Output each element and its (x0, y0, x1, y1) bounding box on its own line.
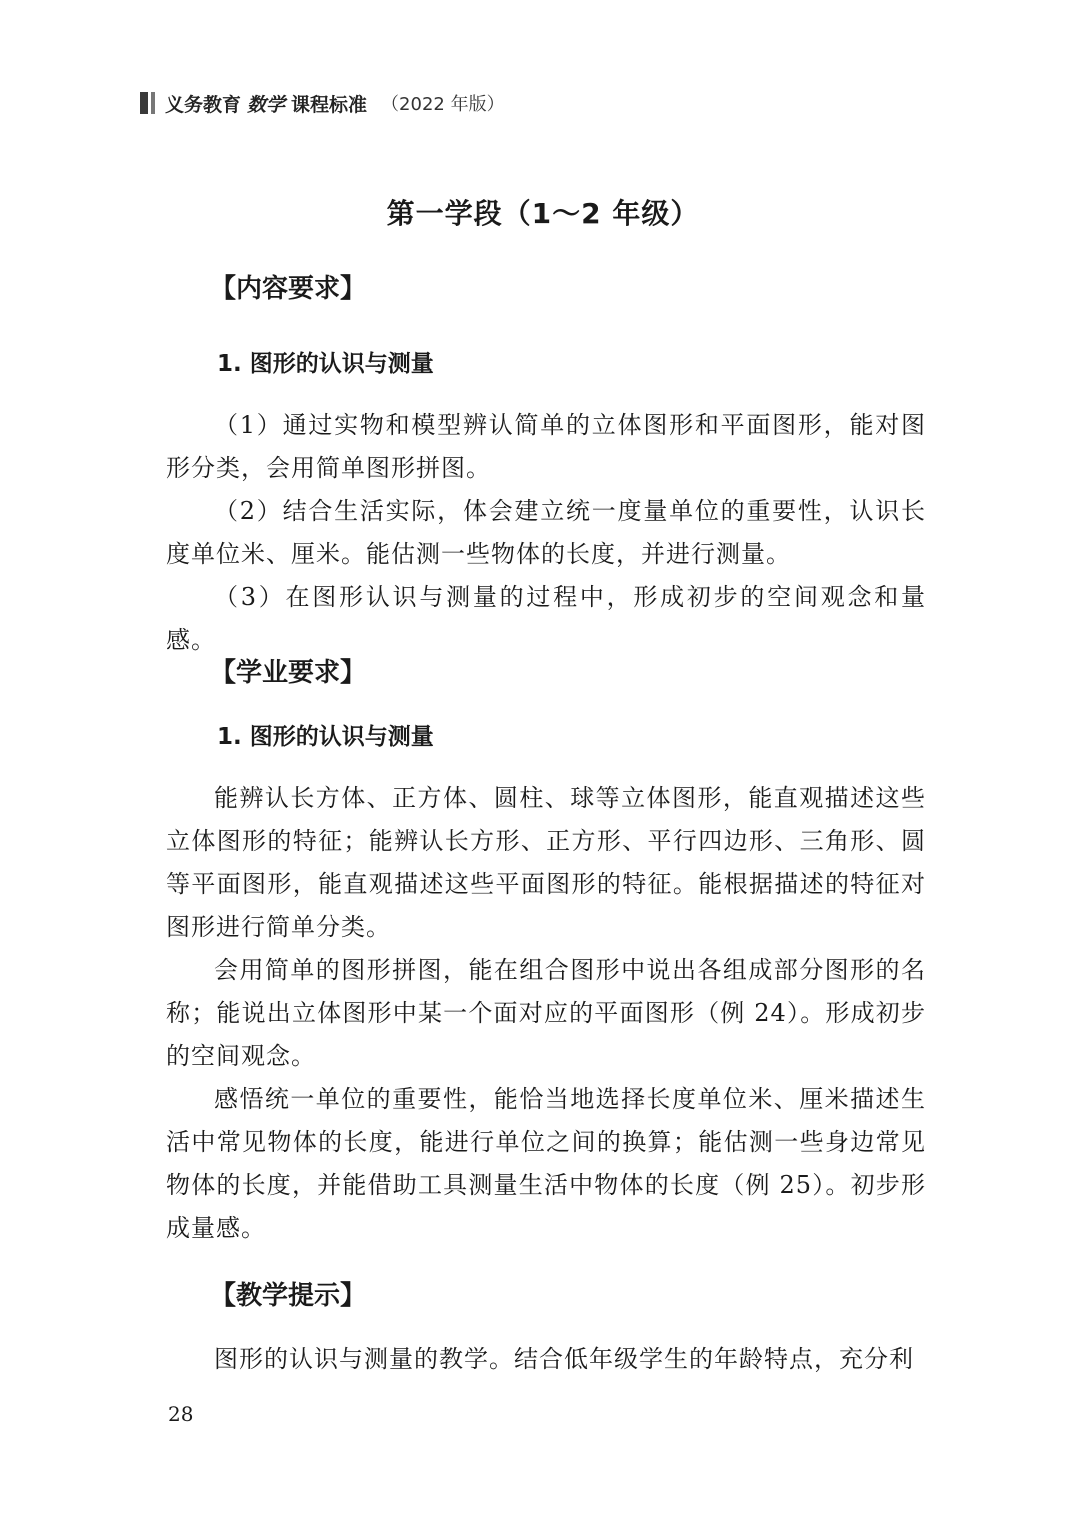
header-doc: 课程标准 (291, 93, 368, 116)
subheading-shapes-2: 1. 图形的认识与测量 (217, 724, 434, 750)
content-item-1: （1）通过实物和模型辨认简单的立体图形和平面图形，能对图形分类，会用简单图形拼图。 (166, 411, 926, 482)
header-edition: （2022 年版） (381, 94, 505, 115)
content-item-3: （3）在图形认识与测量的过程中，形成初步的空间观念和量感。 (166, 583, 926, 654)
running-header (140, 90, 505, 116)
header-mark-icon (140, 92, 155, 114)
page-title: 第一学段（1～2 年级） (386, 197, 700, 230)
teaching-para-1: 图形的认识与测量的教学。结合低年级学生的年龄特点，充分利 (214, 1345, 914, 1373)
heading-content-requirements: 【内容要求】 (210, 274, 367, 304)
header-series: 义务教育 (165, 93, 242, 116)
heading-academic-requirements: 【学业要求】 (210, 658, 367, 688)
subheading-shapes-1: 1. 图形的认识与测量 (217, 351, 434, 377)
page-number: 28 (168, 1402, 194, 1426)
content-item-2: （2）结合生活实际，体会建立统一度量单位的重要性，认识长度单位米、厘米。能估测一些物体的长度，并进行测量。 (166, 497, 926, 568)
heading-teaching-tips: 【教学提示】 (210, 1281, 367, 1311)
academic-para-1: 能辨认长方体、正方体、圆柱、球等立体图形，能直观描述这些立体图形的特征；能辨认长方形、正方形、平行四边形、三角形、圆等平面图形，能直观描述这些平面图形的特征。能根据描述的特征对图形进行简单分类。 (166, 784, 926, 941)
header-subject: 数学 (247, 93, 286, 116)
academic-para-3: 感悟统一单位的重要性，能恰当地选择长度单位米、厘米描述生活中常见物体的长度，能进行单位之间的换算；能估测一些身边常见物体的长度，并能借助工具测量生活中物体的长度（例 25）。初步形成量感。 (166, 1085, 926, 1242)
academic-para-2: 会用简单的图形拼图，能在组合图形中说出各组成部分图形的名称；能说出立体图形中某一个面对应的平面图形（例 24）。形成初步的空间观念。 (166, 956, 926, 1070)
